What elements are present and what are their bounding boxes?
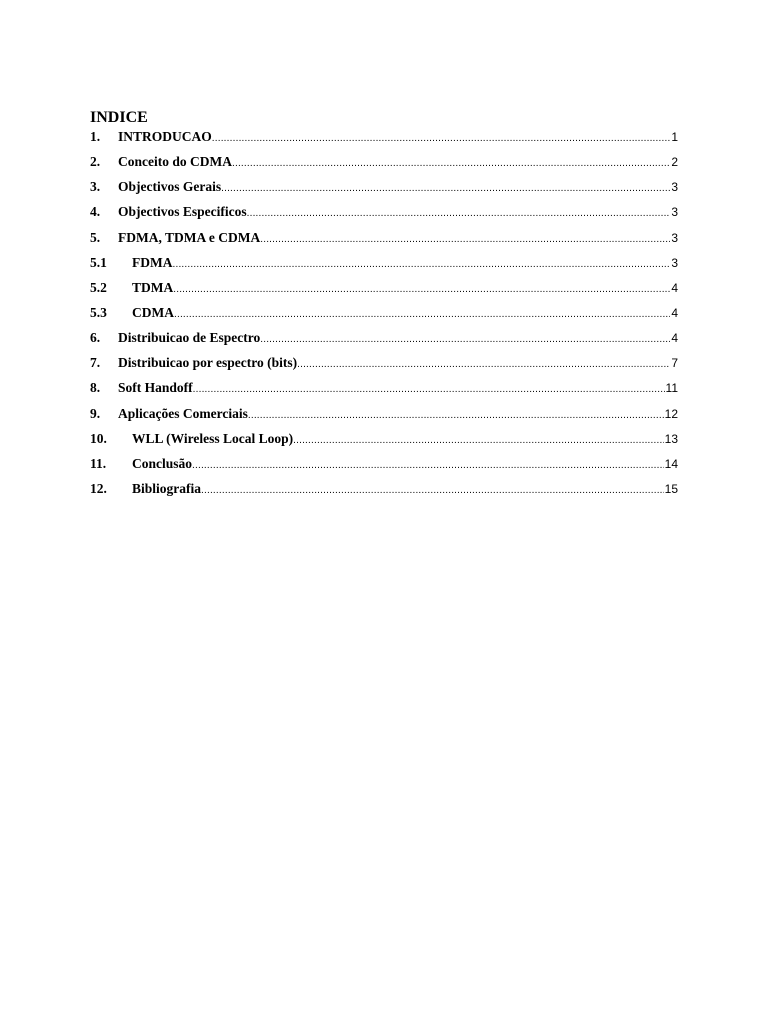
toc-dot-leader [212, 133, 671, 144]
toc-entry[interactable] [90, 402, 678, 427]
toc-entry-page[interactable]: 3 [671, 205, 678, 220]
toc-dot-leader [192, 460, 664, 471]
toc-entry-number: 9. [90, 405, 101, 421]
toc-entry[interactable] [90, 352, 678, 377]
toc-entry[interactable] [90, 201, 678, 226]
toc-entry-number: 10. [90, 430, 107, 446]
toc-entry-number: 5.3 [90, 304, 107, 320]
toc-entry-number: 4. [90, 204, 101, 220]
toc-entry[interactable] [90, 478, 678, 503]
toc-entry-title[interactable]: Conceito do CDMA [118, 154, 232, 170]
toc-entry-title[interactable]: Bibliografia [132, 480, 202, 496]
toc-entry-title[interactable]: Distribuicao de Espectro [118, 330, 261, 346]
toc-dot-leader [173, 259, 671, 270]
toc-entry-number: 1. [90, 129, 101, 144]
toc-dot-leader [260, 234, 670, 245]
toc-subentry[interactable] [90, 277, 678, 302]
toc-subentry[interactable] [90, 302, 678, 327]
toc-entry-page[interactable]: 3 [671, 255, 678, 270]
toc-entry-page[interactable]: 3 [671, 230, 678, 245]
toc-entry[interactable] [90, 127, 678, 151]
toc-entry-number: 2. [90, 154, 101, 170]
toc-entry-page[interactable]: 4 [671, 331, 678, 346]
toc-list [90, 127, 678, 503]
toc-entry-title[interactable]: CDMA [132, 304, 174, 320]
toc-entry-page[interactable]: 4 [671, 305, 678, 320]
toc-entry-page[interactable]: 15 [664, 481, 678, 496]
toc-entry[interactable] [90, 453, 678, 478]
toc-dot-leader [173, 284, 670, 295]
toc-dot-leader [260, 334, 670, 345]
toc-entry-title[interactable]: Aplicações Comerciais [118, 405, 248, 421]
toc-entry-number: 5.1 [90, 254, 107, 270]
toc-entry-number: 11. [90, 455, 107, 471]
toc-entry-title[interactable]: FDMA [132, 254, 173, 270]
toc-entry-page[interactable]: 1 [671, 130, 678, 144]
toc-dot-leader [248, 410, 664, 421]
toc-dot-leader [247, 208, 671, 219]
toc-entry-title[interactable]: Distribuicao por espectro (bits) [118, 355, 298, 371]
toc-entry-page[interactable]: 3 [671, 180, 678, 195]
toc-entry-title[interactable]: Conclusão [132, 455, 193, 471]
toc-entry-page[interactable]: 4 [671, 280, 678, 295]
toc-entry-number: 7. [90, 355, 101, 371]
toc-entry-page[interactable]: 12 [664, 406, 678, 421]
toc-dot-leader [174, 309, 670, 320]
toc-entry[interactable] [90, 428, 678, 453]
table-of-contents [90, 108, 678, 503]
toc-entry-title[interactable]: Objectivos Gerais [118, 179, 222, 195]
toc-entry-number: 5. [90, 229, 101, 245]
toc-entry-title[interactable]: INTRODUCAO [118, 129, 212, 144]
toc-entry-page[interactable]: 11 [665, 381, 678, 396]
toc-entry-number: 12. [90, 480, 107, 496]
toc-entry-title[interactable]: FDMA, TDMA e CDMA [118, 229, 261, 245]
toc-entry-page[interactable]: 13 [664, 431, 678, 446]
toc-entry-title[interactable]: Objectivos Especificos [118, 204, 247, 220]
toc-dot-leader [297, 359, 670, 370]
toc-dot-leader [201, 485, 664, 496]
toc-dot-leader [293, 435, 664, 446]
toc-entry-page[interactable]: 14 [664, 456, 678, 471]
toc-entry[interactable] [90, 377, 678, 402]
toc-entry-title[interactable]: Soft Handoff [118, 380, 193, 396]
toc-heading: INDICE [90, 109, 148, 126]
toc-entry[interactable] [90, 176, 678, 201]
toc-entry-page[interactable]: 7 [671, 356, 678, 371]
toc-entry-number: 3. [90, 179, 101, 195]
toc-entry-number: 6. [90, 330, 101, 346]
toc-dot-leader [221, 183, 670, 194]
toc-dot-leader [232, 158, 670, 169]
toc-entry-page[interactable]: 2 [671, 155, 678, 170]
toc-entry-title[interactable]: TDMA [132, 279, 174, 295]
toc-entry-title[interactable]: WLL (Wireless Local Loop) [132, 430, 294, 446]
toc-entry[interactable] [90, 226, 678, 251]
toc-entry-number: 5.2 [90, 279, 107, 295]
toc-entry[interactable] [90, 151, 678, 176]
toc-subentry[interactable] [90, 252, 678, 277]
toc-entry-number: 8. [90, 380, 101, 396]
toc-dot-leader [193, 384, 665, 395]
toc-entry[interactable] [90, 327, 678, 352]
